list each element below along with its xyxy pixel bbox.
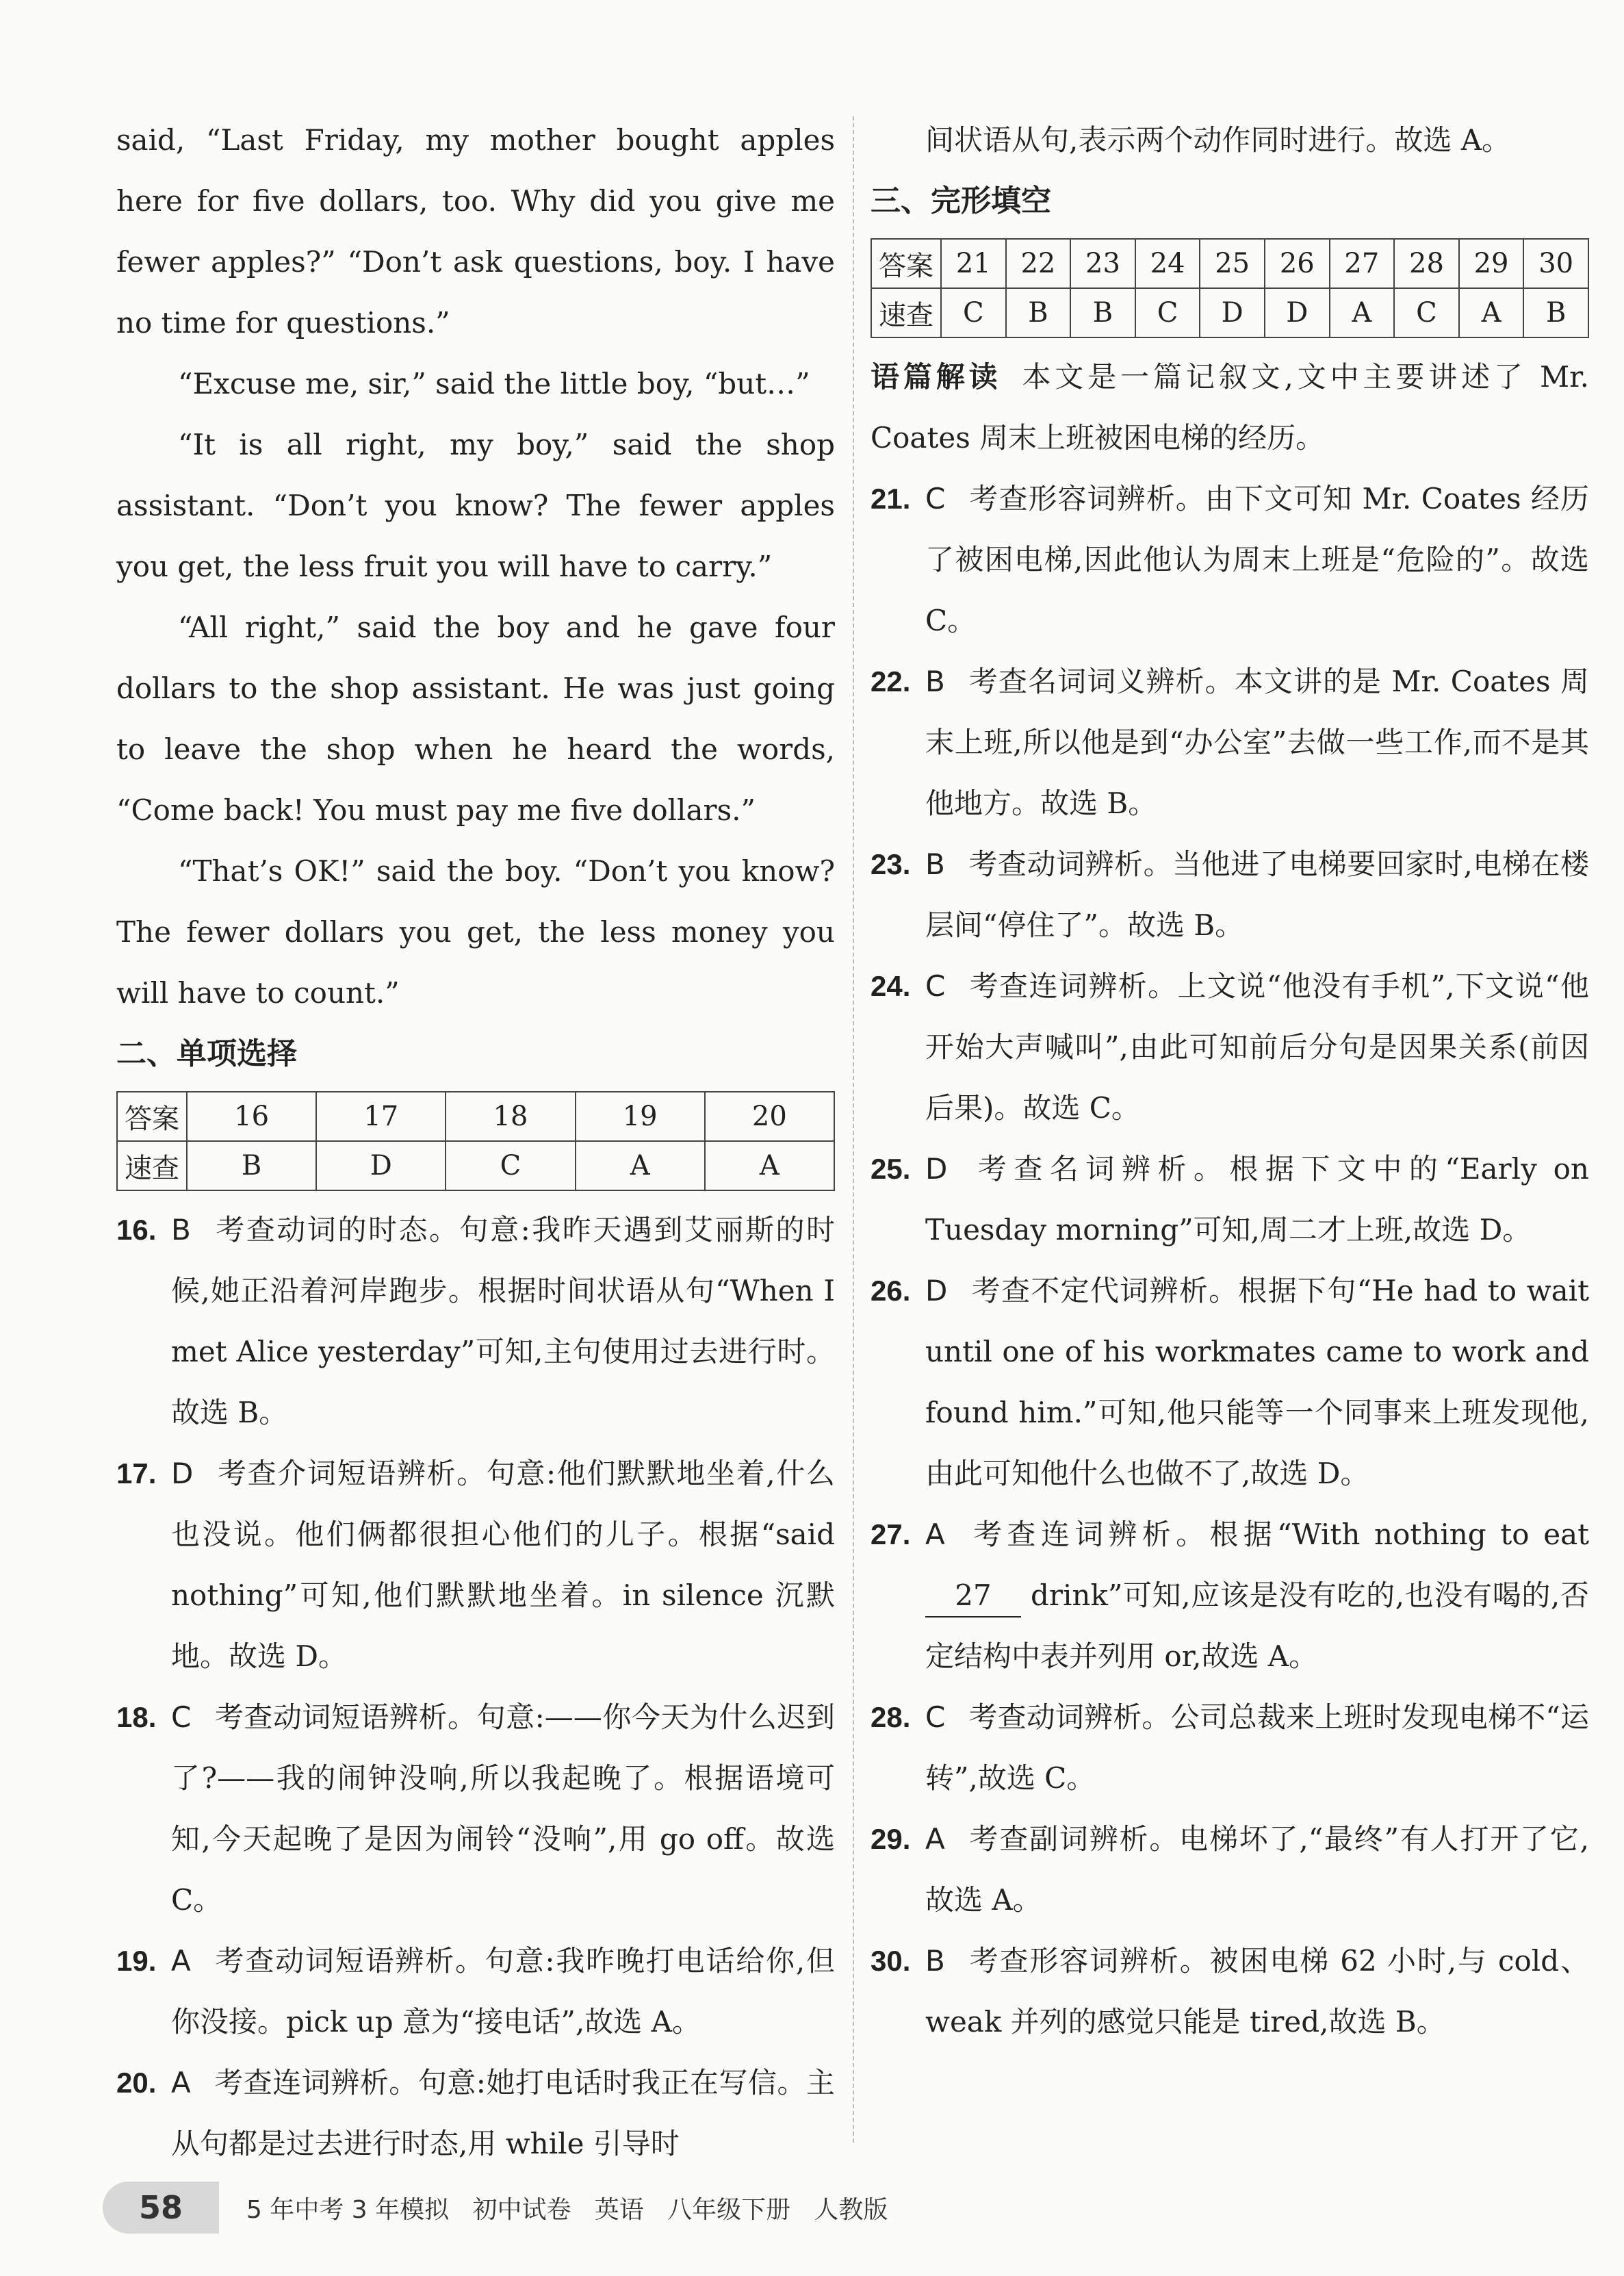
table-cell-answer: C [1394, 288, 1459, 337]
reading-text: 本文是一篇记叙文,文中主要讲述了 Mr. Coates 周末上班被困电梯的经历。 [871, 360, 1589, 455]
story-paragraph: said, “Last Friday, my mother bought apples here for five dollars, too. Why did you give me fewer apples?” “Don’t ask questions, boy. I have no time for questions.” [116, 123, 835, 340]
item-text: 考查动词辨析。公司总裁来上班时发现电梯不“运转”,故选 C。 [925, 1700, 1589, 1795]
item-answer: D [925, 1274, 948, 1307]
answer-table-cloze [871, 238, 1589, 338]
item-answer: A [171, 1944, 191, 1978]
table-cell-number: 24 [1135, 239, 1200, 288]
item-answer: D [171, 1457, 194, 1490]
story-text [116, 110, 835, 1023]
story-paragraph: “It is all right, my boy,” said the shop assistant. “Don’t you know? The fewer apples you get, the less fruit you will have to carry.” [116, 428, 835, 583]
table-cell-number: 18 [446, 1092, 575, 1141]
item-answer: C [925, 482, 946, 515]
item-answer: C [925, 1700, 946, 1734]
item-text: 考查介词短语辨析。句意:他们默默地坐着,什么也没说。他们俩都很担心他们的儿子。根据“said nothing”可知,他们默默地坐着。in silence 沉默地。故选 D。 [171, 1457, 835, 1673]
item-answer: C [925, 969, 946, 1003]
story-paragraph: “Excuse me, sir,” said the little boy, “but…” [178, 367, 810, 400]
item-number: 20. [116, 2067, 157, 2099]
item-number: 19. [116, 1945, 157, 1977]
item-answer: D [925, 1152, 948, 1186]
table-cell-number: 16 [187, 1092, 316, 1141]
item-number: 29. [871, 1823, 911, 1855]
item-text: 考查不定代词辨析。根据下句“He had to wait until one of his workmates came to work and found him.”可知,他只能等一个同事来上班发现他,由此可知他什么也做不了,故选 D。 [925, 1274, 1589, 1490]
item-answer: A [925, 1822, 945, 1856]
table-cell-number: 21 [941, 239, 1006, 288]
table-cell-number: 22 [1006, 239, 1071, 288]
item-text: 考查形容词辨析。由下文可知 Mr. Coates 经历了被困电梯,因此他认为周末上班是“危险的”。故选 C。 [925, 482, 1589, 637]
item-number: 22. [871, 665, 911, 698]
item-answer: B [925, 665, 945, 698]
item-text: 考查形容词辨析。被困电梯 62 小时,与 cold、weak 并列的感觉只能是 tired,故选 B。 [925, 1944, 1589, 2038]
item-answer: B [925, 1944, 945, 1978]
table-cell-number: 30 [1523, 239, 1588, 288]
explanation-item [116, 2052, 835, 2174]
page-number: 58 [103, 2182, 219, 2234]
reading-interpretation [871, 346, 1589, 468]
table-cell-answer: B [1006, 288, 1071, 337]
explanation-item [116, 1930, 835, 2052]
explanation-item [871, 1260, 1589, 1504]
explanation-item-27 [871, 1504, 1589, 1687]
table-cell-answer: D [1265, 288, 1330, 337]
table-header-quick-check: 速查 [117, 1141, 187, 1190]
item-text: 考查连词辨析。上文说“他没有手机”,下文说“他开始大声喊叫”,由此可知前后分句是因果关系(前因后果)。故选 C。 [925, 969, 1589, 1125]
story-paragraph: “All right,” said the boy and he gave four dollars to the shop assistant. He was just going to leave the shop when he heard the words, “Come back! You must pay me five dollars.” [116, 611, 835, 827]
item-text: 考查动词的时态。句意:我昨天遇到艾丽斯的时候,她正沿着河岸跑步。根据时间状语从句“When I met Alice yesterday”可知,主句使用过去进行时。故选 B。 [171, 1213, 835, 1429]
table-cell-answer: A [1330, 288, 1395, 337]
item-text: 考查动词辨析。当他进了电梯要回家时,电梯在楼层间“停住了”。故选 B。 [925, 847, 1589, 942]
explanation-item [871, 956, 1589, 1138]
column-divider [853, 116, 854, 2143]
item-number: 21. [871, 483, 911, 515]
item-number: 18. [116, 1701, 157, 1733]
table-cell-number: 17 [316, 1092, 446, 1141]
item-answer: A [171, 2066, 191, 2099]
reading-label: 语篇解读 [871, 360, 1002, 394]
item-text: 考查动词短语辨析。句意:——你今天为什么迟到了?——我的闹钟没响,所以我起晚了。根据语境可知,今天起晚了是因为闹铃“没响”,用 go off。故选 C。 [171, 1700, 835, 1917]
explanation-item [116, 1687, 835, 1930]
item-number: 24. [871, 970, 911, 1002]
table-cell-answer: A [576, 1141, 705, 1190]
table-cell-answer: C [1135, 288, 1200, 337]
table-cell-answer: C [941, 288, 1006, 337]
explanation-item [871, 468, 1589, 651]
item-text: 考查副词辨析。电梯坏了,“最终”有人打开了它,故选 A。 [925, 1822, 1589, 1917]
table-header-answer: 答案 [871, 239, 941, 288]
explanation-item [871, 651, 1589, 834]
table-header-answer: 答案 [117, 1092, 187, 1141]
table-cell-answer: A [1459, 288, 1524, 337]
table-cell-number: 27 [1330, 239, 1395, 288]
table-cell-number: 19 [576, 1092, 705, 1141]
explanation-item [116, 1443, 835, 1687]
item-text: 考查名词词义辨析。本文讲的是 Mr. Coates 周末上班,所以他是到“办公室”去做一些工作,而不是其他地方。故选 B。 [925, 665, 1589, 820]
page-footer [103, 2177, 924, 2238]
explanation-item [871, 1687, 1589, 1808]
item-number: 27. [871, 1518, 911, 1550]
item-text: 考查连词辨析。根据“With nothing to eat [968, 1518, 1589, 1551]
table-cell-answer: B [1070, 288, 1135, 337]
item-text: 考查动词短语辨析。句意:我昨晚打电话给你,但你没接。pick up 意为“接电话”,故选 A。 [171, 1944, 835, 2038]
section-title-cloze: 三、完形填空 [871, 183, 1051, 218]
item-number: 23. [871, 848, 911, 880]
item-text: 考查连词辨析。句意:她打电话时我正在写信。主从句都是过去进行时态,用 while 引导时 [171, 2066, 835, 2160]
item-answer: B [171, 1213, 191, 1246]
table-cell-answer: A [705, 1141, 834, 1190]
item-answer: C [171, 1700, 192, 1734]
item-number: 25. [871, 1153, 911, 1185]
item-text: 考查名词辨析。根据下文中的“Early on Tuesday morning”可知,周二才上班,故选 D。 [925, 1152, 1589, 1246]
table-cell-answer: C [446, 1141, 575, 1190]
left-column [116, 110, 835, 2174]
item-answer: A [925, 1518, 945, 1551]
blank-27: 27 [925, 1575, 1021, 1618]
table-cell-number: 29 [1459, 239, 1524, 288]
table-cell-number: 23 [1070, 239, 1135, 288]
table-cell-number: 20 [705, 1092, 834, 1141]
table-cell-answer: D [1200, 288, 1265, 337]
item-answer: B [925, 847, 945, 881]
item-number: 16. [116, 1214, 157, 1246]
explanation-item [871, 834, 1589, 956]
item-number: 26. [871, 1275, 911, 1307]
answer-table-single-choice [116, 1091, 835, 1191]
item-number: 17. [116, 1457, 157, 1489]
explanation-item [871, 1138, 1589, 1260]
table-cell-number: 26 [1265, 239, 1330, 288]
table-cell-number: 28 [1394, 239, 1459, 288]
explanation-item [871, 1930, 1589, 2052]
table-cell-number: 25 [1200, 239, 1265, 288]
table-header-quick-check: 速查 [871, 288, 941, 337]
item-number: 28. [871, 1701, 911, 1733]
right-column [871, 110, 1589, 2052]
explanation-item [116, 1199, 835, 1443]
item-text: drink”可知,应该是没有吃的,也没有喝的,否定结构中表并列用 or,故选 A。 [925, 1578, 1589, 1673]
table-cell-answer: B [187, 1141, 316, 1190]
explanation-item [871, 1808, 1589, 1930]
item-20-continuation: 间状语从句,表示两个动作同时进行。故选 A。 [925, 123, 1511, 157]
table-cell-answer: B [1523, 288, 1588, 337]
table-cell-answer: D [316, 1141, 446, 1190]
section-title-single-choice: 二、单项选择 [116, 1036, 297, 1071]
footer-book-title: 5 年中考 3 年模拟 初中试卷 英语 八年级下册 人教版 [246, 2195, 888, 2224]
item-number: 30. [871, 1945, 911, 1977]
story-paragraph: “That’s OK!” said the boy. “Don’t you know? The fewer dollars you get, the less money you will have to count.” [116, 854, 835, 1010]
